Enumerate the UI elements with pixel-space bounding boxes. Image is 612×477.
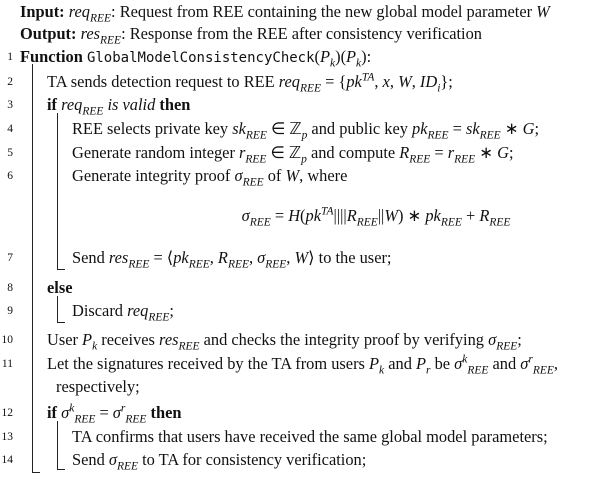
output-variable: res$_{REE}$ <box>80 24 122 47</box>
line-number: 11 <box>1 358 13 370</box>
line-text: TA confirms that users have received the same global model parameters; <box>72 427 548 446</box>
algorithm-line-8 <box>0 276 612 300</box>
line-number: 12 <box>1 407 13 419</box>
algorithm-line-2 <box>0 70 612 94</box>
else-block-end <box>57 322 65 323</box>
else-keyword: else <box>47 278 73 297</box>
if2-block-line <box>57 421 58 469</box>
line-number: 3 <box>7 99 13 111</box>
if-block-end <box>57 269 65 270</box>
line-number: 5 <box>7 147 13 159</box>
line-number: 6 <box>7 170 13 182</box>
if-block-line <box>57 113 58 269</box>
output-description: : Response from the REE after consistency verification <box>121 24 483 43</box>
algorithm-line-11-continued <box>0 375 612 399</box>
line-text: if $\sigma^k_{REE} = \sigma^r_{REE}$ then <box>47 402 182 426</box>
then-keyword: then <box>150 403 182 422</box>
line-text: Send $res_{REE} = ⟨pk_{REE}$, $R_{REE}$, $\sigma_{REE}$, W⟩ to the user; <box>72 248 392 271</box>
algorithm-line-6 <box>0 164 612 188</box>
line-number: 1 <box>7 51 13 63</box>
algorithm-line-13 <box>0 425 612 449</box>
line-number: 9 <box>7 305 13 317</box>
algorithm-line-5 <box>0 141 612 165</box>
line-text: Discard req$_{REE}$; <box>72 301 174 324</box>
line-number: 14 <box>1 454 13 466</box>
line-text: TA sends detection request to REE $req_{REE} = \{pk^{TA}$, x, W, $ID_i$}; <box>47 71 453 95</box>
algorithm-input-line <box>0 0 612 24</box>
algorithm-output-line <box>0 22 612 46</box>
line-text: respectively; <box>56 377 140 396</box>
line-number: 10 <box>1 334 13 346</box>
function-block-line <box>32 64 33 472</box>
function-keyword: Function <box>20 47 83 66</box>
integrity-proof-equation: $\sigma_{REE} = H(pk^{TA}||||R_{REE}||W)$ ∗ $pk_{REE} + R_{REE}$ <box>241 205 511 229</box>
algorithm-line-10 <box>0 328 612 352</box>
equation-line <box>0 204 612 228</box>
algorithm-line-7 <box>0 246 612 270</box>
algorithm-line-14 <box>0 448 612 472</box>
line-text: Generate integrity proof $\sigma_{REE}$ of W, where <box>72 166 348 189</box>
line-text: if req$_{REE}$ is valid then <box>47 95 191 118</box>
algorithm-line-4 <box>0 117 612 141</box>
line-number: 8 <box>7 282 13 294</box>
input-label: Input: <box>20 2 65 21</box>
algorithm-line-11 <box>0 352 612 376</box>
line-text: REE selects private key $sk_{REE}$ ∈ ℤ$_p$ and public key $pk_{REE} = sk_{REE}$ ∗ G; <box>72 119 540 142</box>
algorithm-line-3 <box>0 93 612 117</box>
input-description: : Request from REE containing the new global model parameter W <box>111 2 550 21</box>
line-text: Send $\sigma_{REE}$ to TA for consistency verification; <box>72 450 367 473</box>
input-variable: req$_{REE}$ <box>68 2 112 25</box>
algorithm-line-9 <box>0 299 612 323</box>
algorithm-line-1 <box>0 45 612 69</box>
function-args: $(P_k)(P_k)$: <box>314 47 372 70</box>
line-text <box>47 276 72 300</box>
if-keyword: if <box>47 95 58 114</box>
line-text: User $P_k$ receives res$_{REE}$ and checks the integrity proof by verifying $\sigma_{REE}$; <box>47 330 522 353</box>
line-text: Generate random integer $r_{REE}$ ∈ ℤ$_p$ and compute $R_{REE} = r_{REE}$ ∗ G; <box>72 143 514 166</box>
else-block-line <box>57 296 58 322</box>
if2-block-end <box>57 469 65 470</box>
line-number: 7 <box>7 252 13 264</box>
algorithm-line-12 <box>0 401 612 425</box>
function-name: GlobalModelConsistencyCheck <box>86 50 315 66</box>
line-text: Let the signatures received by the TA from users $P_k$ and $P_r$ be $\sigma^k_{REE}$ and $\sigma^r_{REE}$, <box>47 353 558 377</box>
function-block-end <box>32 472 40 473</box>
line-number: 2 <box>7 76 13 88</box>
line-number: 4 <box>7 123 13 135</box>
then-keyword: then <box>159 95 191 114</box>
output-label: Output: <box>20 24 77 43</box>
if-keyword: if <box>47 403 58 422</box>
line-number: 13 <box>1 431 13 443</box>
